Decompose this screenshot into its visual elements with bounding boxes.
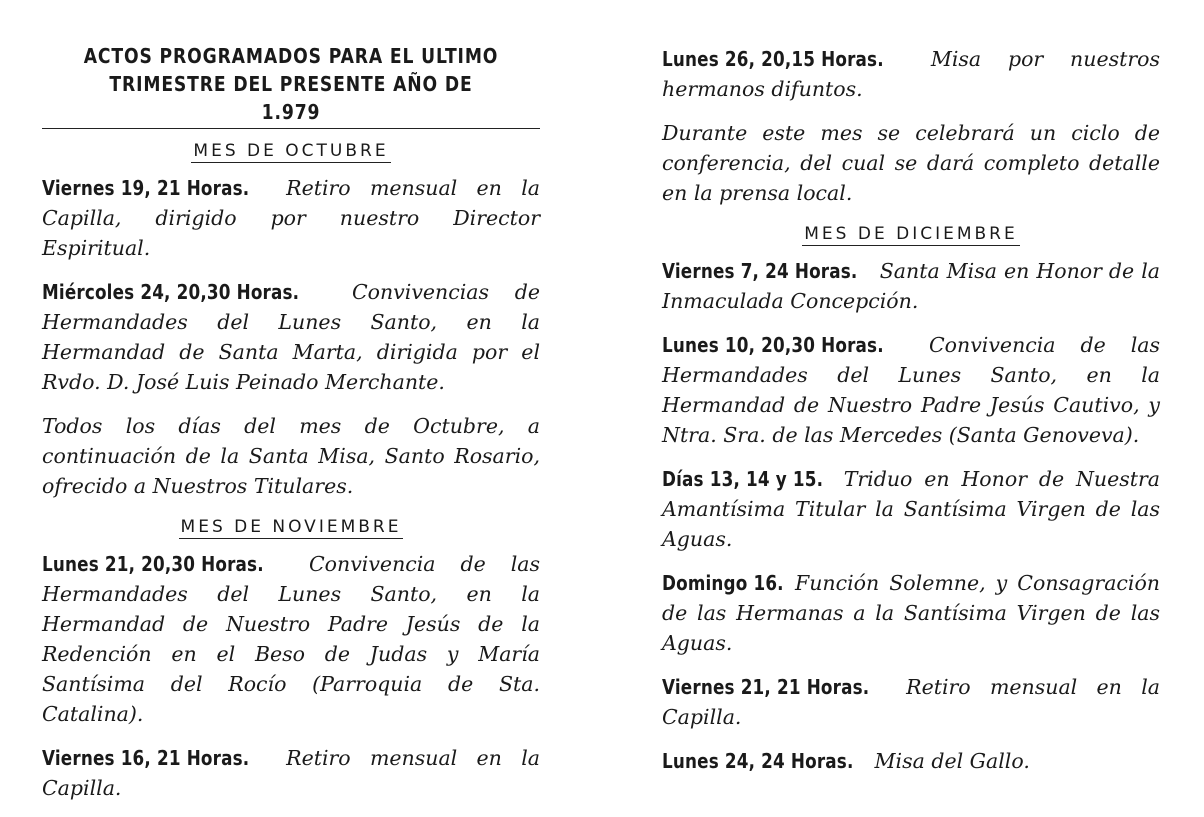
october-heading: MES DE OCTUBRE — [193, 141, 389, 161]
event-date: Lunes 21, 20,30 Horas. — [42, 552, 264, 576]
left-column — [42, 38, 540, 817]
event-date: Lunes 26, 20,15 Horas. — [662, 47, 884, 71]
event-date: Miércoles 24, 20,30 Horas. — [42, 280, 300, 304]
title-underline — [42, 128, 540, 129]
event-date: Domingo 16. — [662, 571, 784, 595]
event-paragraph — [42, 173, 540, 263]
title-line-1: ACTOS PROGRAMADOS PARA EL ULTIMO — [83, 44, 499, 68]
event-paragraph — [662, 464, 1160, 554]
event-paragraph — [42, 743, 540, 803]
event-description: Triduo en Honor de Nuestra Amantísima Titular la Santísima Virgen de las Aguas. — [662, 467, 1160, 551]
note-text: Durante este mes se celebrará un ciclo de conferencia, del cual se dará completo detalle en la prensa local. — [662, 121, 1160, 205]
event-description: Retiro mensual en la Capilla, dirigido por nuestro Director Espiritual. — [42, 176, 540, 260]
event-description: Convivencias de Hermandades del Lunes Santo, en la Hermandad de Santa Marta, dirigida por el Rvdo. D. José Luis Peinado Merchante. — [42, 280, 540, 394]
note-text: Todos los días del mes de Octubre, a continuación de la Santa Misa, Santo Rosario, ofrecido a Nuestros Titulares. — [42, 414, 540, 498]
event-paragraph — [662, 44, 1160, 104]
event-description: Convivencia de las Hermandades del Lunes Santo, en la Hermandad de Nuestro Padre Jesús Cautivo, y Ntra. Sra. de las Mercedes (Santa Genoveva). — [662, 333, 1160, 447]
right-column — [662, 44, 1160, 790]
november-heading: MES DE NOVIEMBRE — [180, 517, 402, 537]
event-date: Viernes 21, 21 Horas. — [662, 675, 870, 699]
event-date: Viernes 16, 21 Horas. — [42, 746, 250, 770]
event-description: Misa del Gallo. — [874, 749, 1030, 773]
event-paragraph — [662, 672, 1160, 732]
event-description: Santa Misa en Honor de la Inmaculada Concepción. — [662, 259, 1160, 313]
event-paragraph — [42, 549, 540, 729]
event-paragraph — [662, 746, 1160, 776]
event-date: Lunes 10, 20,30 Horas. — [662, 333, 884, 357]
event-date: Lunes 24, 24 Horas. — [662, 749, 854, 773]
note-paragraph — [662, 118, 1160, 208]
event-paragraph — [42, 277, 540, 397]
event-paragraph — [662, 256, 1160, 316]
event-description: Función Solemne, y Consagración de las Hermanas a la Santísima Virgen de las Aguas. — [662, 571, 1160, 655]
event-description: Retiro mensual en la Capilla. — [42, 746, 540, 800]
event-date: Viernes 19, 21 Horas. — [42, 176, 250, 200]
event-date: Viernes 7, 24 Horas. — [662, 259, 858, 283]
event-description: Retiro mensual en la Capilla. — [662, 675, 1160, 729]
event-description: Misa por nuestros hermanos difuntos. — [662, 47, 1160, 101]
document-title — [77, 42, 505, 126]
note-paragraph — [42, 411, 540, 501]
title-line-2: TRIMESTRE DEL PRESENTE AÑO DE 1.979 — [109, 72, 473, 124]
december-heading: MES DE DICIEMBRE — [804, 224, 1018, 244]
event-description: Convivencia de las Hermandades del Lunes Santo, en la Hermandad de Nuestro Padre Jesús de la Redención en el Beso de Judas y María Santísima del Rocío (Parroquia de Sta. Catalina). — [42, 552, 540, 726]
event-paragraph — [662, 568, 1160, 658]
event-date: Días 13, 14 y 15. — [662, 467, 824, 491]
event-paragraph — [662, 330, 1160, 450]
